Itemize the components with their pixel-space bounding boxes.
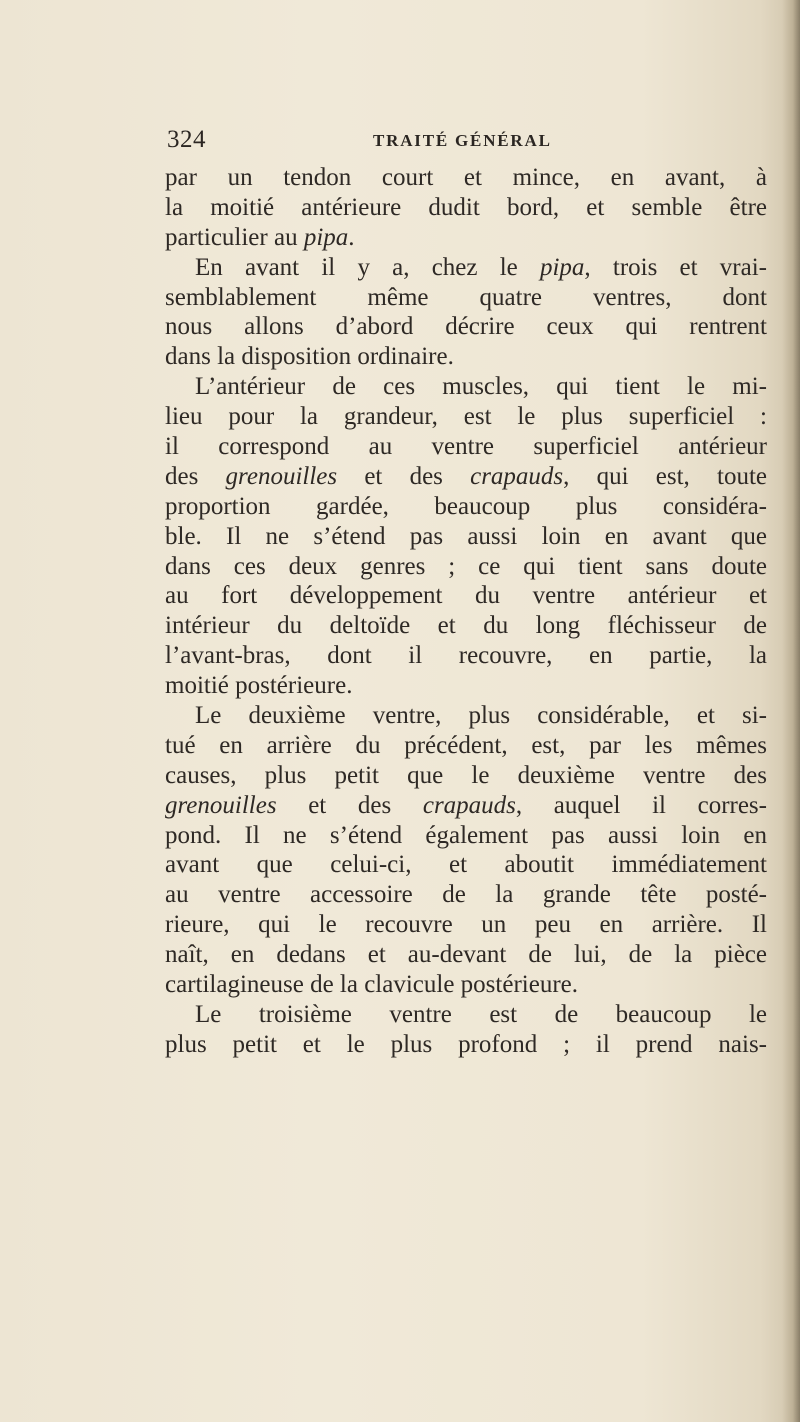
text-line: moitié postérieure.: [165, 672, 353, 700]
text-line: L’antérieur de ces muscles, qui tient le mi-: [195, 373, 767, 401]
text-line: pond. Il ne s’étend également pas aussi loin en: [165, 821, 767, 849]
text-line: Le deuxième ventre, plus considérable, et si-: [195, 702, 767, 730]
page-number: 324: [167, 126, 206, 153]
text-line: lieu pour la grandeur, est le plus superficiel :: [165, 403, 767, 431]
running-head: TRAITÉ GÉNÉRAL: [373, 131, 552, 150]
text-line: dans la disposition ordinaire.: [165, 343, 454, 371]
text-line: particulier au pipa.: [165, 223, 355, 251]
text-line: cartilagineuse de la clavicule postérieure.: [165, 971, 578, 999]
italic-term: grenouilles: [225, 462, 338, 490]
text-line: des grenouilles et des crapauds, qui est, toute: [165, 462, 767, 490]
text-line: ble. Il ne s’étend pas aussi loin en avant que: [165, 522, 767, 550]
italic-term: pipa: [539, 253, 585, 281]
text-line: En avant il y a, chez le pipa, trois et vrai-: [195, 253, 767, 281]
text-line: Le troisième ventre est de beaucoup le: [195, 1000, 767, 1028]
italic-term: crapauds: [422, 791, 516, 819]
text-line: par un tendon court et mince, en avant, à: [165, 164, 767, 191]
text-line: avant que celui-ci, et aboutit immédiatement: [165, 851, 767, 879]
text-line: dans ces deux genres ; ce qui tient sans doute: [165, 552, 767, 580]
italic-term: grenouilles: [165, 791, 277, 819]
text-line: naît, en dedans et au-devant de lui, de la pièce: [165, 941, 767, 969]
text-line: au ventre accessoire de la grande tête posté-: [165, 881, 767, 909]
text-line: tué en arrière du précédent, est, par les mêmes: [165, 731, 767, 759]
text-line: nous allons d’abord décrire ceux qui rentrent: [165, 313, 767, 341]
text-line: rieure, qui le recouvre un peu en arrière. Il: [165, 911, 767, 939]
text-line: plus petit et le plus profond ; il prend nais-: [165, 1030, 767, 1058]
italic-term: pipa: [303, 223, 349, 251]
text-line: il correspond au ventre superficiel antérieur: [165, 433, 767, 461]
text-line: semblablement même quatre ventres, dont: [165, 283, 767, 311]
body-text: [165, 163, 767, 1060]
italic-term: crapauds: [470, 462, 564, 490]
page-edge-shadow: [782, 0, 800, 1422]
text-line: causes, plus petit que le deuxième ventre des: [165, 761, 767, 789]
text-line: la moitié antérieure dudit bord, et semble être: [165, 193, 767, 221]
text-line: l’avant-bras, dont il recouvre, en partie, la: [165, 642, 767, 670]
text-line: proportion gardée, beaucoup plus considéra-: [165, 492, 767, 520]
text-line: au fort développement du ventre antérieur et: [165, 582, 767, 610]
text-line: grenouilles et des crapauds, auquel il corres-: [165, 791, 767, 819]
page-header: [165, 122, 765, 162]
text-line: intérieur du deltoïde et du long fléchisseur de: [165, 612, 767, 640]
